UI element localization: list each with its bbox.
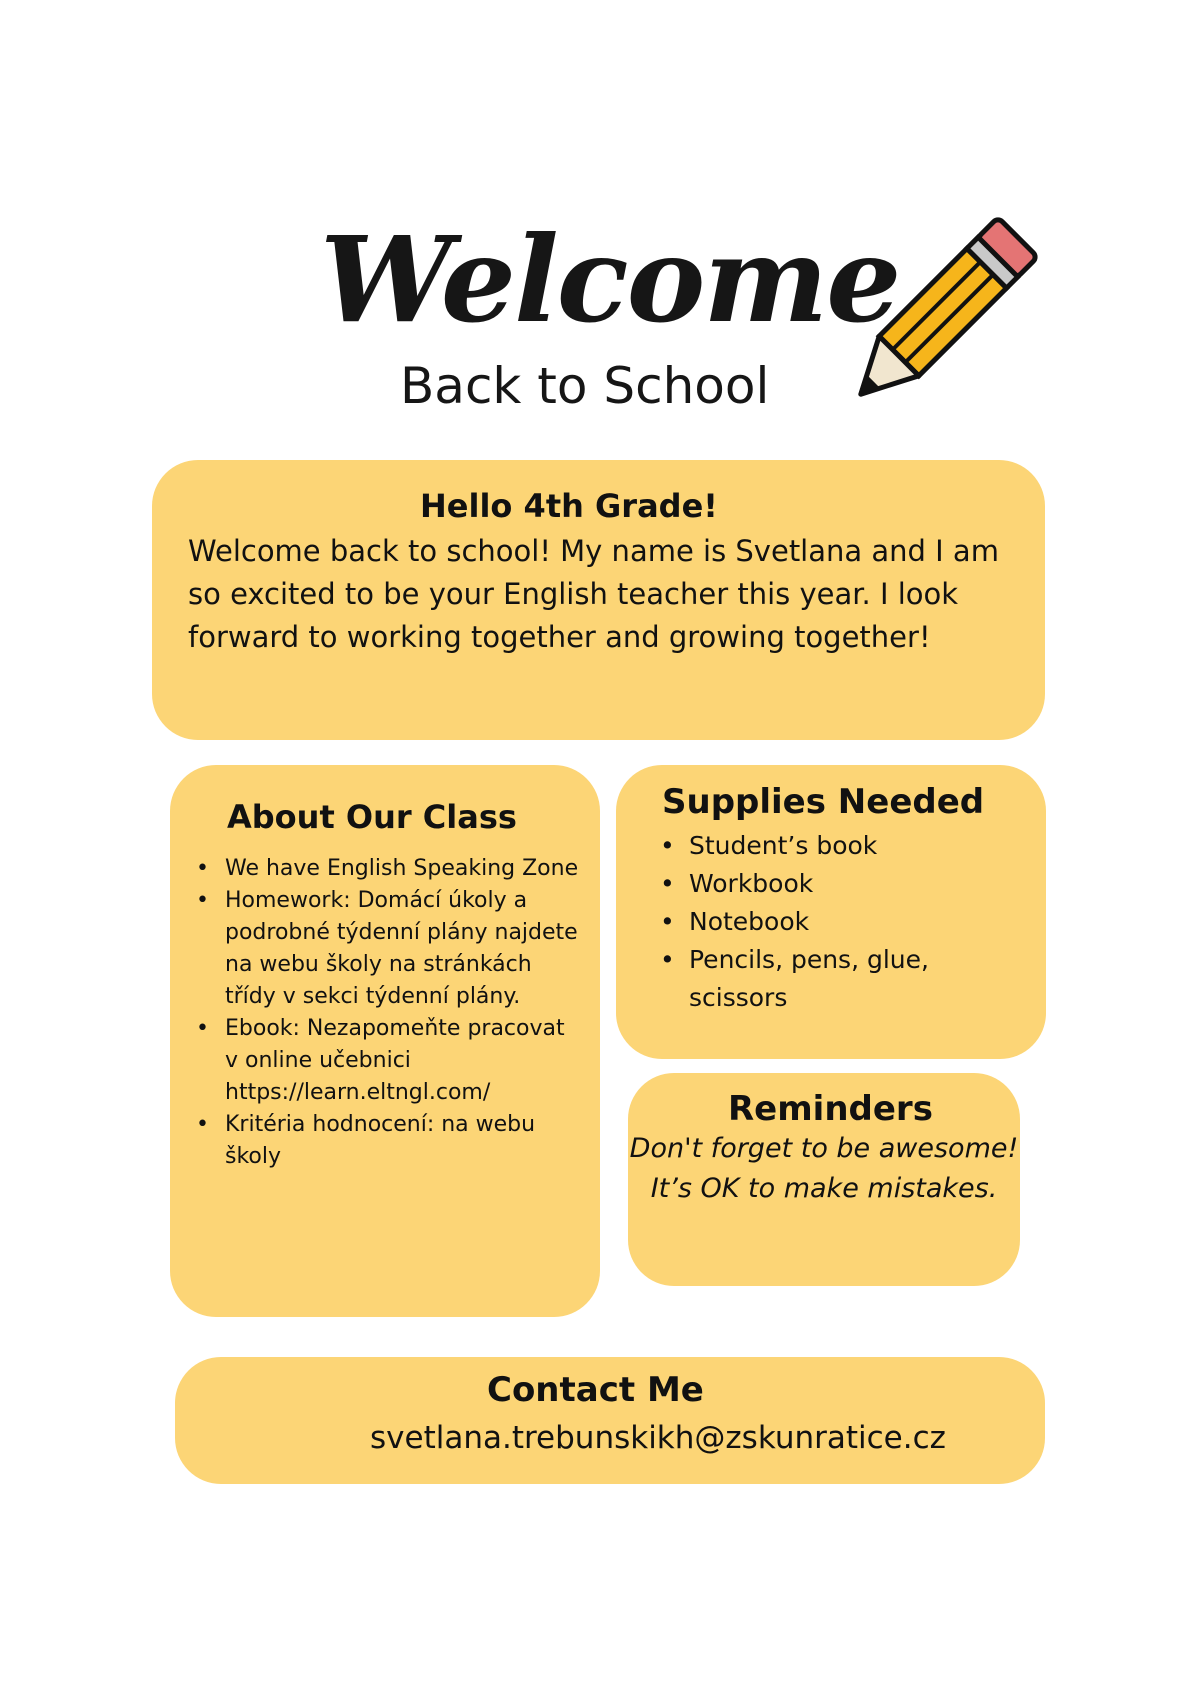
hello-title: Hello 4th Grade!: [420, 487, 718, 525]
hello-card: [152, 460, 1045, 740]
contact-title: Contact Me: [487, 1370, 704, 1410]
list-item: • We have English Speaking Zone: [196, 853, 581, 885]
contact-card: [175, 1357, 1045, 1484]
list-item: • Ebook: Nezapomeňte pracovat v online učebnici https://learn.eltngl.com/: [196, 1013, 581, 1109]
list-item: • Kritéria hodnocení: na webu školy: [196, 1109, 581, 1173]
pencil-icon: [820, 195, 1060, 435]
list-item: • Notebook: [660, 903, 1020, 941]
reminders-body: [628, 1129, 1020, 1209]
list-item: • Pencils, pens, glue, scissors: [660, 941, 1020, 1017]
contact-email[interactable]: svetlana.trebunskikh@zskunratice.cz: [370, 1420, 946, 1456]
reminder-line: Don't forget to be awesome!: [629, 1133, 1019, 1164]
about-title: About Our Class: [227, 798, 517, 836]
list-item: • Student’s book: [660, 827, 1020, 865]
list-item: • Workbook: [660, 865, 1020, 903]
back-to-school-subtitle: Back to School: [400, 357, 770, 415]
list-item: • Homework: Domácí úkoly a podrobné týdenní plány najdete na webu školy na stránkách třídy v sekci týdenní plány.: [196, 885, 581, 1013]
supplies-title: Supplies Needed: [662, 782, 985, 822]
reminders-card: [628, 1073, 1020, 1286]
about-list: [196, 853, 581, 1173]
about-card: [170, 765, 600, 1317]
reminder-line: It’s OK to make mistakes.: [650, 1173, 998, 1204]
hello-body: Welcome back to school! My name is Svetlana and I am so excited to be your English teacher this year. I look forward to working together and growing together!: [188, 534, 999, 654]
supplies-list: [660, 827, 1020, 1017]
welcome-title: Welcome: [320, 210, 900, 349]
reminders-title: Reminders: [728, 1089, 933, 1129]
supplies-card: [616, 765, 1046, 1059]
